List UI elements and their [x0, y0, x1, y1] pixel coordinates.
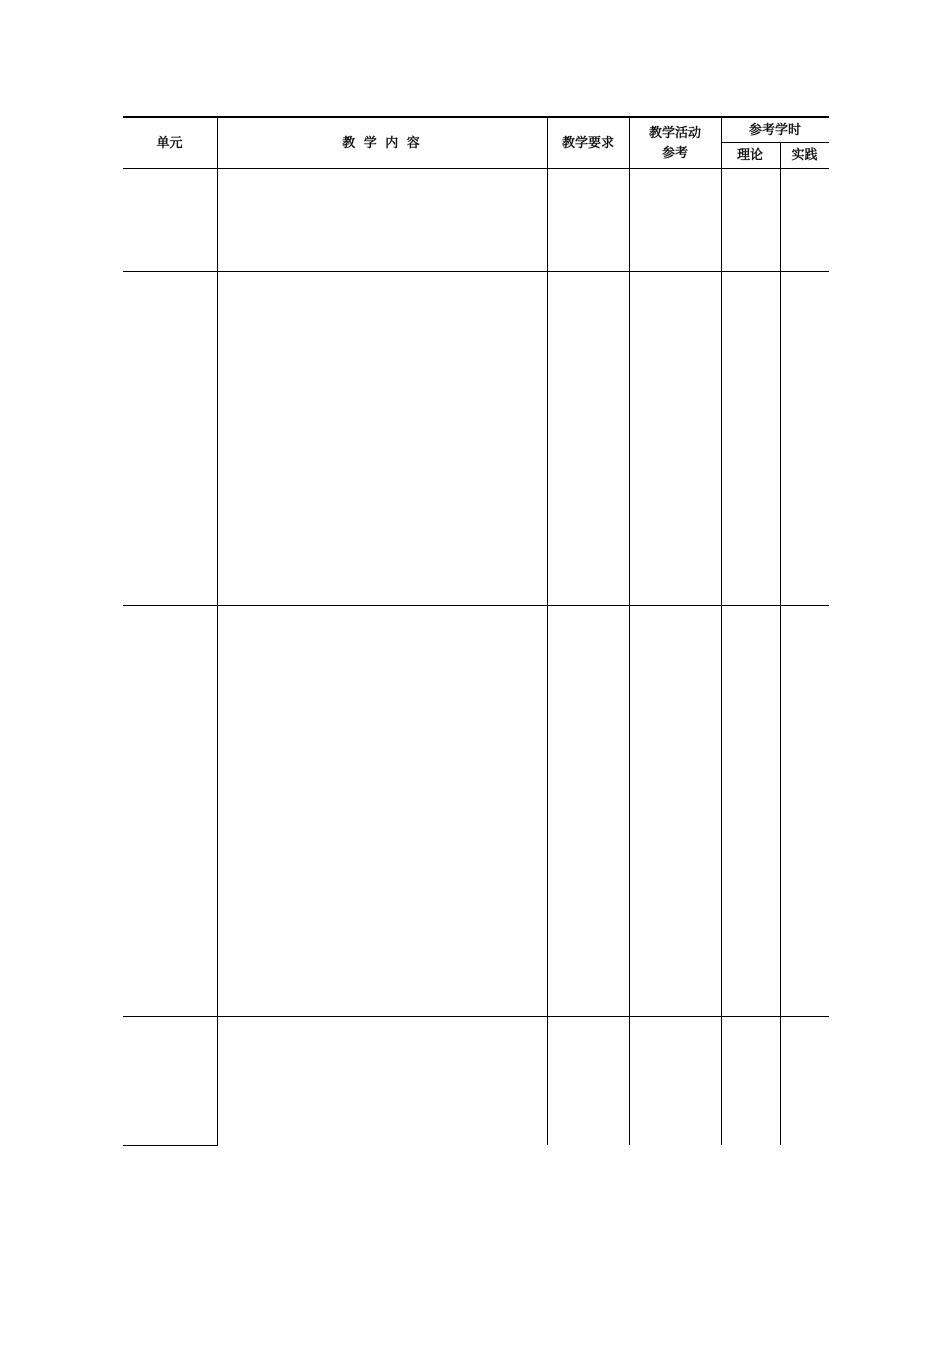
col-divider — [629, 605, 630, 1016]
col-divider — [629, 168, 630, 271]
table-top-border — [123, 116, 829, 118]
col-divider — [721, 168, 722, 271]
header-content: 教 学 内 容 — [342, 136, 422, 151]
header-theory: 理论 — [736, 148, 763, 163]
col-divider — [217, 605, 218, 1016]
col-divider — [547, 605, 548, 1016]
col-divider — [629, 271, 630, 605]
col-divider — [721, 271, 722, 605]
header-bottom-border — [123, 168, 829, 169]
col-divider — [780, 1016, 781, 1145]
col-divider — [780, 271, 781, 605]
col-divider — [547, 1016, 548, 1145]
section-divider — [123, 271, 829, 272]
col-divider — [547, 168, 548, 271]
header-unit: 单元 — [156, 136, 183, 151]
header-practice: 实践 — [791, 148, 818, 163]
col-divider — [629, 1016, 630, 1145]
col-divider — [547, 271, 548, 605]
header-activity: 教学活动 — [648, 126, 701, 141]
header-hours: 参考学时 — [748, 123, 801, 138]
col-divider — [780, 605, 781, 1016]
section-divider — [123, 1016, 829, 1017]
table-bottom-border — [123, 1145, 218, 1146]
col-divider — [780, 168, 781, 271]
header-col-divider — [780, 142, 781, 168]
header-col-divider — [721, 116, 722, 168]
col-divider — [217, 168, 218, 271]
hours-subheader-line — [721, 142, 829, 143]
header-col-divider — [217, 116, 218, 168]
header-activity-2: 参考 — [661, 146, 688, 161]
col-divider — [721, 1016, 722, 1145]
header-requirement: 教学要求 — [561, 136, 614, 151]
header-col-divider — [547, 116, 548, 168]
col-divider — [217, 1016, 218, 1145]
section-divider — [123, 605, 829, 606]
col-divider — [721, 605, 722, 1016]
col-divider — [217, 271, 218, 605]
header-col-divider — [629, 116, 630, 168]
